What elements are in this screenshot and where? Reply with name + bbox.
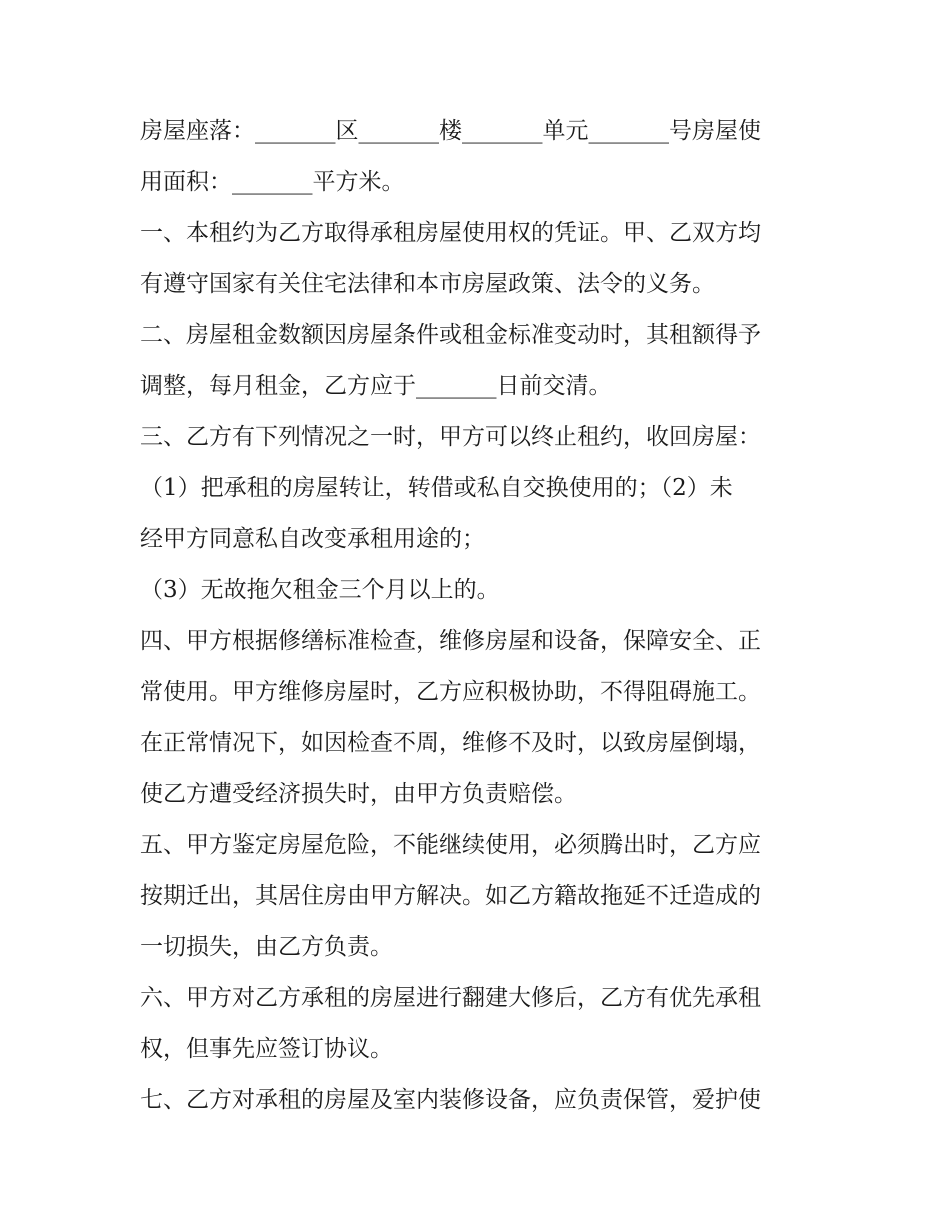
- text-line-clause-1b: 有遵守国家有关住宅法律和本市房屋政策、法令的义务。: [140, 271, 715, 297]
- text-line-clause-6a: 六、甲方对乙方承租的房屋进行翻建大修后，乙方有优先承租: [140, 985, 761, 1011]
- text-line-clause-4a: 四、甲方根据修缮标准检查，维修房屋和设备，保障安全、正: [140, 628, 761, 654]
- text-line-clause-4b: 常使用。甲方维修房屋时，乙方应积极协助，不得阻碍施工。: [140, 679, 761, 705]
- text-line-area: 用面积：_______平方米。: [140, 169, 405, 195]
- text-line-clause-4c: 在正常情况下，如因检查不周，维修不及时，以致房屋倒塌，: [140, 730, 761, 756]
- text-line-clause-2a: 二、房屋租金数额因房屋条件或租金标准变动时，其租额得予: [140, 322, 761, 348]
- text-line-clause-4d: 使乙方遭受经济损失时，由甲方负责赔偿。: [140, 781, 577, 807]
- text-line-clause-3b: （1）把承租的房屋转让，转借或私自交换使用的；（2）未: [140, 475, 733, 501]
- text-line-location: 房屋座落：_______区_______楼_______单元_______号房屋使: [140, 118, 761, 144]
- text-line-clause-3a: 三、乙方有下列情况之一时，甲方可以终止租约，收回房屋：: [140, 424, 761, 450]
- text-line-clause-3c: 经甲方同意私自改变承租用途的；: [140, 526, 485, 552]
- text-line-clause-6b: 权，但事先应签订协议。: [140, 1036, 393, 1062]
- text-line-clause-5b: 按期迁出，其居住房由甲方解决。如乙方籍故拖延不迁造成的: [140, 883, 761, 909]
- text-line-clause-3d: （3）无故拖欠租金三个月以上的。: [140, 577, 500, 603]
- text-line-clause-7a: 七、乙方对承租的房屋及室内装修设备，应负责保管，爱护使: [140, 1087, 761, 1113]
- text-line-clause-2b: 调整，每月租金，乙方应于_______日前交清。: [140, 373, 612, 399]
- document-body: [140, 106, 820, 1126]
- text-line-clause-1a: 一、本租约为乙方取得承租房屋使用权的凭证。甲、乙双方均: [140, 220, 761, 246]
- text-line-clause-5c: 一切损失，由乙方负责。: [140, 934, 393, 960]
- text-line-clause-5a: 五、甲方鉴定房屋危险，不能继续使用，必须腾出时，乙方应: [140, 832, 761, 858]
